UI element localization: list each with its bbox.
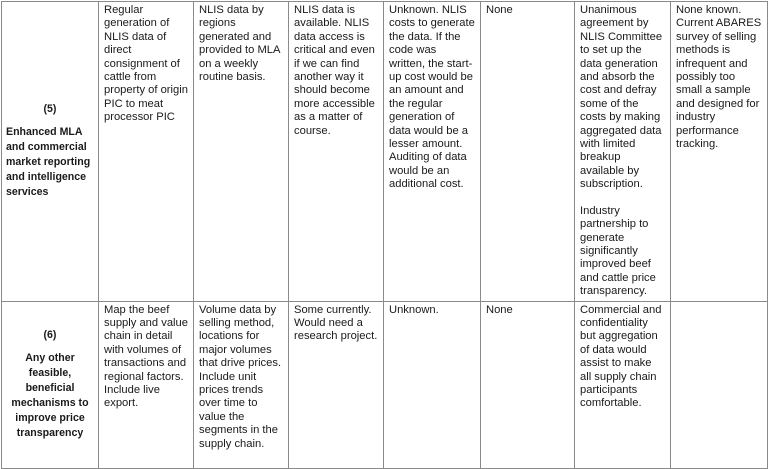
row-label: Any other feasible, beneficial mechanisms to improve price transparency — [11, 352, 89, 440]
table-cell: Commercial and confidentiality but aggregation of data would assist to make all supply chain participants comfortable. — [575, 301, 671, 468]
table-cell: Map the beef supply and value chain in detail with volumes of transactions and regional factors. Include live export. — [99, 301, 194, 468]
table-cell: None — [481, 301, 575, 468]
table-cell — [671, 301, 768, 468]
row-label: Enhanced MLA and commercial market reporting and intelligence services — [6, 126, 91, 199]
table-cell: NLIS data by regions generated and provided to MLA on a weekly routine basis. — [194, 2, 289, 302]
cell-paragraph: Unanimous agreement by NLIS Committee to set up the data generation and absorb the cost and defray some of the costs by making aggregated data with limited breakup available by subscription. — [580, 4, 663, 191]
row-number: (5) — [43, 103, 57, 116]
table-row — [2, 301, 768, 468]
price-transparency-table — [1, 1, 768, 469]
table-cell: None known. Current ABARES survey of selling methods is infrequent and possibly too small a sample and designed for industry performance tracking. — [671, 2, 768, 302]
table-row — [2, 2, 768, 302]
cell-paragraph: Industry partnership to generate significantly improved beef and cattle price transparency. — [580, 204, 656, 298]
table-cell: None — [481, 2, 575, 302]
row-header-cell — [2, 2, 99, 302]
table-cell: Regular generation of NLIS data of direct consignment of cattle from property of origin PIC to meat processor PIC — [99, 2, 194, 302]
row-header-cell — [2, 301, 99, 468]
table-cell: Unknown. — [384, 301, 481, 468]
table-cell — [575, 2, 671, 302]
table-cell: Some currently. Would need a research project. — [289, 301, 384, 468]
row-number: (6) — [43, 329, 57, 342]
table-cell: Volume data by selling method, locations for major volumes that drive prices. Include unit prices trends over time to value the segments in the supply chain. — [194, 301, 289, 468]
table-cell: NLIS data is available. NLIS data access is critical and even if we can find another way it should become more accessible as a matter of course. — [289, 2, 384, 302]
table-cell: Unknown. NLIS costs to generate the data. If the code was written, the start-up cost would be an amount and the regular generation of data would be a lesser amount. Auditing of data would be an additional cost. — [384, 2, 481, 302]
